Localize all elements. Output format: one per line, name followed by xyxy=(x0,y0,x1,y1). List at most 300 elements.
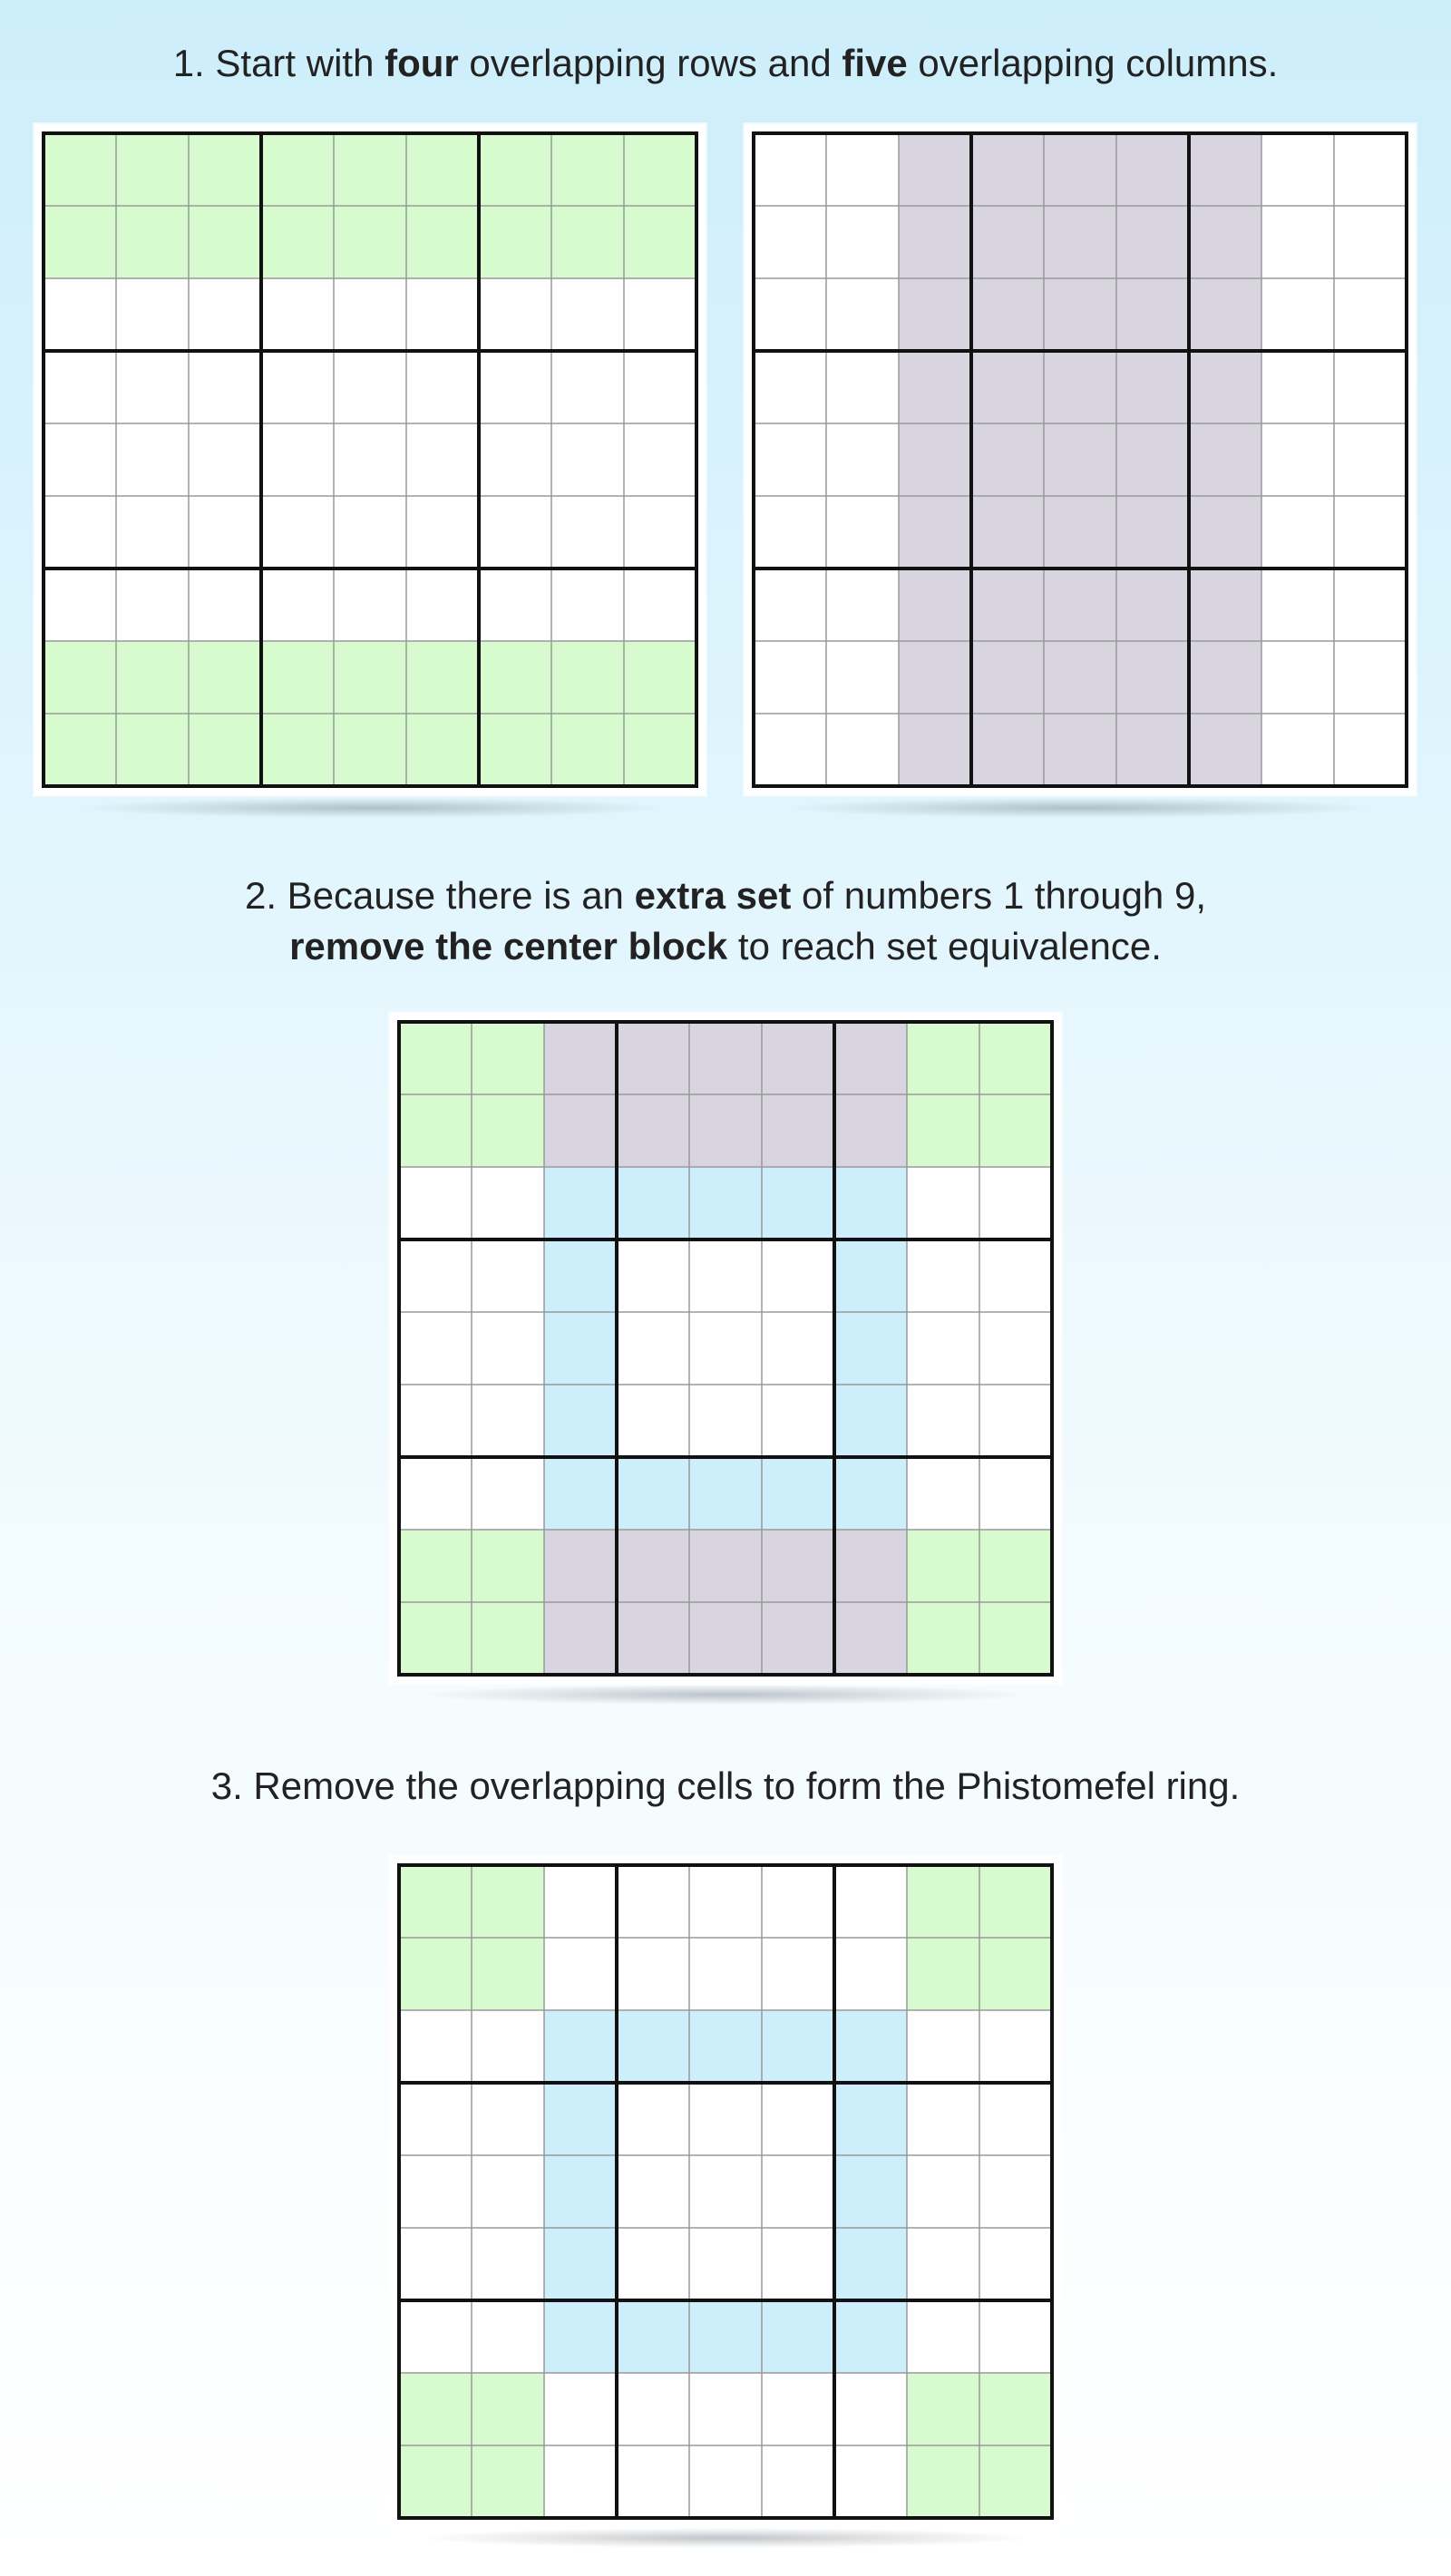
white-cell xyxy=(617,2445,689,2518)
white-cell xyxy=(116,351,189,423)
white-cell xyxy=(617,2083,689,2155)
purple-cell xyxy=(899,351,971,423)
green-cell xyxy=(551,714,624,786)
green-cell xyxy=(551,641,624,714)
green-cell xyxy=(399,2445,472,2518)
blue-cell xyxy=(617,1167,689,1239)
green-cell xyxy=(472,1094,544,1167)
white-cell xyxy=(334,278,406,351)
white-cell xyxy=(1334,133,1407,206)
white-cell xyxy=(907,1312,979,1385)
white-cell xyxy=(689,1385,762,1457)
white-cell xyxy=(44,496,116,569)
white-cell xyxy=(261,278,334,351)
white-cell xyxy=(116,278,189,351)
white-cell xyxy=(754,423,826,496)
white-cell xyxy=(261,569,334,641)
purple-cell xyxy=(1116,133,1189,206)
green-cell xyxy=(907,1094,979,1167)
white-cell xyxy=(979,1312,1052,1385)
white-cell xyxy=(406,569,479,641)
white-cell xyxy=(399,1385,472,1457)
white-cell xyxy=(189,423,261,496)
purple-cell xyxy=(762,1022,834,1094)
white-cell xyxy=(1261,714,1334,786)
purple-cell xyxy=(1044,569,1116,641)
purple-cell xyxy=(689,1602,762,1675)
green-cell xyxy=(334,641,406,714)
ring-grid xyxy=(399,1865,1052,2518)
white-cell xyxy=(979,1457,1052,1530)
caption-bold-text: remove the center block xyxy=(289,925,728,967)
green-cell xyxy=(406,714,479,786)
white-cell xyxy=(689,2228,762,2300)
white-cell xyxy=(979,1167,1052,1239)
rows-grid xyxy=(44,133,696,786)
blue-cell xyxy=(762,1167,834,1239)
green-cell xyxy=(261,206,334,278)
white-cell xyxy=(189,278,261,351)
white-cell xyxy=(1334,496,1407,569)
white-cell xyxy=(826,423,899,496)
white-cell xyxy=(826,206,899,278)
green-cell xyxy=(116,641,189,714)
purple-cell xyxy=(971,206,1044,278)
purple-cell xyxy=(971,133,1044,206)
blue-cell xyxy=(834,2155,907,2228)
blue-cell xyxy=(834,1239,907,1312)
white-cell xyxy=(406,351,479,423)
white-cell xyxy=(754,569,826,641)
purple-cell xyxy=(689,1022,762,1094)
blue-cell xyxy=(544,1312,617,1385)
green-cell xyxy=(44,206,116,278)
white-cell xyxy=(44,278,116,351)
green-cell xyxy=(472,1530,544,1602)
green-cell xyxy=(472,1602,544,1675)
purple-cell xyxy=(1189,206,1261,278)
purple-cell xyxy=(1116,278,1189,351)
green-cell xyxy=(979,1094,1052,1167)
white-cell xyxy=(689,2373,762,2445)
purple-cell xyxy=(1189,351,1261,423)
white-cell xyxy=(979,2083,1052,2155)
white-cell xyxy=(754,714,826,786)
blue-cell xyxy=(617,2300,689,2373)
white-cell xyxy=(399,1312,472,1385)
caption-text: 3. Remove the overlapping cells to form the Phistomefel ring. xyxy=(210,1764,1241,1807)
caption-text: of numbers 1 through 9, xyxy=(791,874,1206,917)
white-cell xyxy=(406,423,479,496)
purple-cell xyxy=(899,423,971,496)
white-cell xyxy=(1261,423,1334,496)
green-cell xyxy=(907,1530,979,1602)
white-cell xyxy=(479,423,551,496)
green-cell xyxy=(472,2373,544,2445)
green-cell xyxy=(116,206,189,278)
white-cell xyxy=(617,1239,689,1312)
purple-cell xyxy=(1189,714,1261,786)
white-cell xyxy=(544,1865,617,1938)
white-cell xyxy=(479,278,551,351)
green-cell xyxy=(116,714,189,786)
purple-cell xyxy=(971,423,1044,496)
purple-cell xyxy=(1044,423,1116,496)
white-cell xyxy=(689,1312,762,1385)
caption-text: 2. Because there is an xyxy=(244,874,635,917)
purple-cell xyxy=(544,1530,617,1602)
white-cell xyxy=(44,351,116,423)
purple-cell xyxy=(617,1602,689,1675)
purple-cell xyxy=(1044,278,1116,351)
green-cell xyxy=(979,1865,1052,1938)
white-cell xyxy=(472,2228,544,2300)
white-cell xyxy=(826,496,899,569)
green-cell xyxy=(479,641,551,714)
green-cell xyxy=(472,2445,544,2518)
purple-cell xyxy=(544,1602,617,1675)
white-cell xyxy=(472,2083,544,2155)
purple-cell xyxy=(899,641,971,714)
white-cell xyxy=(826,133,899,206)
caption-text: overlapping columns. xyxy=(907,42,1279,84)
blue-cell xyxy=(617,2010,689,2083)
white-cell xyxy=(1261,569,1334,641)
white-cell xyxy=(472,1239,544,1312)
white-cell xyxy=(624,423,696,496)
white-cell xyxy=(544,2373,617,2445)
white-cell xyxy=(979,2300,1052,2373)
white-cell xyxy=(334,496,406,569)
step-2-caption-line-1 xyxy=(0,870,1451,921)
white-cell xyxy=(689,1865,762,1938)
green-cell xyxy=(334,714,406,786)
green-cell xyxy=(979,1022,1052,1094)
white-cell xyxy=(334,569,406,641)
purple-cell xyxy=(834,1602,907,1675)
purple-cell xyxy=(971,496,1044,569)
white-cell xyxy=(1334,641,1407,714)
green-cell xyxy=(472,1938,544,2010)
white-cell xyxy=(334,423,406,496)
purple-cell xyxy=(1116,423,1189,496)
blue-cell xyxy=(544,2228,617,2300)
purple-cell xyxy=(899,206,971,278)
green-cell xyxy=(979,2445,1052,2518)
purple-cell xyxy=(899,278,971,351)
white-cell xyxy=(689,2445,762,2518)
white-cell xyxy=(979,1239,1052,1312)
green-cell xyxy=(907,1938,979,2010)
white-cell xyxy=(399,1457,472,1530)
purple-cell xyxy=(1044,496,1116,569)
white-cell xyxy=(689,2155,762,2228)
white-cell xyxy=(189,351,261,423)
white-cell xyxy=(1261,206,1334,278)
blue-cell xyxy=(834,1457,907,1530)
white-cell xyxy=(907,1385,979,1457)
blue-cell xyxy=(544,1239,617,1312)
green-cell xyxy=(624,133,696,206)
white-cell xyxy=(762,1239,834,1312)
white-cell xyxy=(617,2373,689,2445)
white-cell xyxy=(1334,351,1407,423)
white-cell xyxy=(1261,278,1334,351)
white-cell xyxy=(834,2445,907,2518)
purple-cell xyxy=(1044,133,1116,206)
white-cell xyxy=(479,569,551,641)
white-cell xyxy=(406,496,479,569)
blue-cell xyxy=(689,1457,762,1530)
purple-cell xyxy=(1116,641,1189,714)
blue-cell xyxy=(834,2010,907,2083)
white-cell xyxy=(1334,569,1407,641)
blue-cell xyxy=(834,1385,907,1457)
white-cell xyxy=(754,641,826,714)
purple-cell xyxy=(762,1094,834,1167)
purple-cell xyxy=(544,1094,617,1167)
white-cell xyxy=(479,351,551,423)
purple-cell xyxy=(1044,714,1116,786)
green-cell xyxy=(624,206,696,278)
white-cell xyxy=(399,1239,472,1312)
white-cell xyxy=(762,1938,834,2010)
white-cell xyxy=(907,2155,979,2228)
white-cell xyxy=(754,496,826,569)
green-cell xyxy=(399,2373,472,2445)
white-cell xyxy=(617,2155,689,2228)
white-cell xyxy=(1261,496,1334,569)
purple-cell xyxy=(617,1094,689,1167)
white-cell xyxy=(189,569,261,641)
white-cell xyxy=(762,2228,834,2300)
purple-cell xyxy=(971,714,1044,786)
white-cell xyxy=(472,2010,544,2083)
white-cell xyxy=(551,569,624,641)
green-cell xyxy=(551,133,624,206)
green-cell xyxy=(189,641,261,714)
white-cell xyxy=(472,2300,544,2373)
white-cell xyxy=(334,351,406,423)
blue-cell xyxy=(544,2010,617,2083)
blue-cell xyxy=(544,1457,617,1530)
white-cell xyxy=(406,278,479,351)
white-cell xyxy=(44,569,116,641)
blue-cell xyxy=(762,1457,834,1530)
green-cell xyxy=(472,1865,544,1938)
purple-cell xyxy=(544,1022,617,1094)
white-cell xyxy=(826,641,899,714)
green-cell xyxy=(261,714,334,786)
blue-cell xyxy=(834,1167,907,1239)
purple-cell xyxy=(1116,714,1189,786)
step-2-caption-line-2 xyxy=(0,921,1451,972)
white-cell xyxy=(979,2010,1052,2083)
white-cell xyxy=(826,714,899,786)
purple-cell xyxy=(899,496,971,569)
green-cell xyxy=(399,1865,472,1938)
white-cell xyxy=(624,496,696,569)
white-cell xyxy=(551,351,624,423)
purple-cell xyxy=(899,714,971,786)
white-cell xyxy=(689,2083,762,2155)
green-cell xyxy=(979,1530,1052,1602)
blue-cell xyxy=(689,1167,762,1239)
purple-cell xyxy=(762,1602,834,1675)
green-cell xyxy=(399,1530,472,1602)
caption-text: overlapping rows and xyxy=(458,42,842,84)
green-cell xyxy=(624,714,696,786)
white-cell xyxy=(834,1938,907,2010)
green-cell xyxy=(189,714,261,786)
purple-cell xyxy=(971,569,1044,641)
green-cell xyxy=(551,206,624,278)
white-cell xyxy=(979,2228,1052,2300)
white-cell xyxy=(689,1938,762,2010)
white-cell xyxy=(399,2083,472,2155)
purple-cell xyxy=(834,1530,907,1602)
purple-cell xyxy=(1116,496,1189,569)
green-cell xyxy=(406,641,479,714)
white-cell xyxy=(762,1865,834,1938)
green-cell xyxy=(479,206,551,278)
white-cell xyxy=(826,278,899,351)
step-3-caption xyxy=(0,1761,1451,1812)
green-cell xyxy=(334,206,406,278)
white-cell xyxy=(907,1167,979,1239)
blue-cell xyxy=(544,1385,617,1457)
green-cell xyxy=(406,206,479,278)
white-cell xyxy=(472,1385,544,1457)
purple-cell xyxy=(689,1094,762,1167)
blue-cell xyxy=(762,2300,834,2373)
white-cell xyxy=(399,2010,472,2083)
blue-cell xyxy=(544,1167,617,1239)
purple-cell xyxy=(1189,641,1261,714)
green-cell xyxy=(399,1022,472,1094)
green-cell xyxy=(907,2445,979,2518)
white-cell xyxy=(44,423,116,496)
white-cell xyxy=(1261,133,1334,206)
green-cell xyxy=(261,641,334,714)
green-cell xyxy=(261,133,334,206)
white-cell xyxy=(754,351,826,423)
white-cell xyxy=(979,1385,1052,1457)
white-cell xyxy=(551,278,624,351)
green-cell xyxy=(399,1602,472,1675)
white-cell xyxy=(116,423,189,496)
white-cell xyxy=(834,2373,907,2445)
white-cell xyxy=(472,1312,544,1385)
green-cell xyxy=(189,133,261,206)
white-cell xyxy=(907,2300,979,2373)
white-cell xyxy=(544,1938,617,2010)
purple-cell xyxy=(834,1094,907,1167)
purple-cell xyxy=(1189,133,1261,206)
grid-shadow xyxy=(789,798,1369,818)
green-cell xyxy=(399,1094,472,1167)
white-cell xyxy=(754,206,826,278)
green-cell xyxy=(479,714,551,786)
white-cell xyxy=(261,423,334,496)
purple-cell xyxy=(899,133,971,206)
white-cell xyxy=(624,278,696,351)
caption-bold-text: extra set xyxy=(634,874,792,917)
blue-cell xyxy=(617,1457,689,1530)
green-cell xyxy=(479,133,551,206)
combined-grid xyxy=(399,1022,1052,1675)
purple-cell xyxy=(689,1530,762,1602)
white-cell xyxy=(399,2228,472,2300)
white-cell xyxy=(472,1167,544,1239)
white-cell xyxy=(399,1167,472,1239)
green-cell xyxy=(624,641,696,714)
green-cell xyxy=(44,641,116,714)
green-cell xyxy=(44,714,116,786)
white-cell xyxy=(1334,423,1407,496)
white-cell xyxy=(624,569,696,641)
white-cell xyxy=(544,2445,617,2518)
purple-cell xyxy=(617,1022,689,1094)
green-cell xyxy=(399,1938,472,2010)
purple-cell xyxy=(1044,351,1116,423)
white-cell xyxy=(907,1457,979,1530)
purple-cell xyxy=(1189,278,1261,351)
green-cell xyxy=(406,133,479,206)
caption-bold-text: four xyxy=(385,42,459,84)
white-cell xyxy=(617,1385,689,1457)
white-cell xyxy=(399,2155,472,2228)
green-cell xyxy=(907,1022,979,1094)
blue-cell xyxy=(834,2300,907,2373)
rows-grid-panel xyxy=(34,124,706,795)
blue-cell xyxy=(834,2083,907,2155)
caption-bold-text: five xyxy=(842,42,908,84)
caption-text: 1. Start with xyxy=(172,42,385,84)
purple-cell xyxy=(1116,351,1189,423)
white-cell xyxy=(762,2373,834,2445)
green-cell xyxy=(334,133,406,206)
white-cell xyxy=(834,1865,907,1938)
green-cell xyxy=(189,206,261,278)
blue-cell xyxy=(834,2228,907,2300)
white-cell xyxy=(907,2010,979,2083)
white-cell xyxy=(617,1312,689,1385)
green-cell xyxy=(907,1602,979,1675)
grid-shadow xyxy=(426,2528,1025,2548)
purple-cell xyxy=(1189,496,1261,569)
purple-cell xyxy=(617,1530,689,1602)
step-1-caption xyxy=(0,38,1451,89)
white-cell xyxy=(1334,278,1407,351)
purple-cell xyxy=(1116,569,1189,641)
blue-cell xyxy=(544,2083,617,2155)
white-cell xyxy=(399,2300,472,2373)
white-cell xyxy=(116,496,189,569)
white-cell xyxy=(1334,714,1407,786)
white-cell xyxy=(826,351,899,423)
white-cell xyxy=(762,1312,834,1385)
green-cell xyxy=(979,1602,1052,1675)
white-cell xyxy=(907,1239,979,1312)
purple-cell xyxy=(1116,206,1189,278)
purple-cell xyxy=(1044,206,1116,278)
green-cell xyxy=(979,1938,1052,2010)
purple-cell xyxy=(834,1022,907,1094)
white-cell xyxy=(116,569,189,641)
blue-cell xyxy=(689,2300,762,2373)
caption-text: to reach set equivalence. xyxy=(727,925,1162,967)
